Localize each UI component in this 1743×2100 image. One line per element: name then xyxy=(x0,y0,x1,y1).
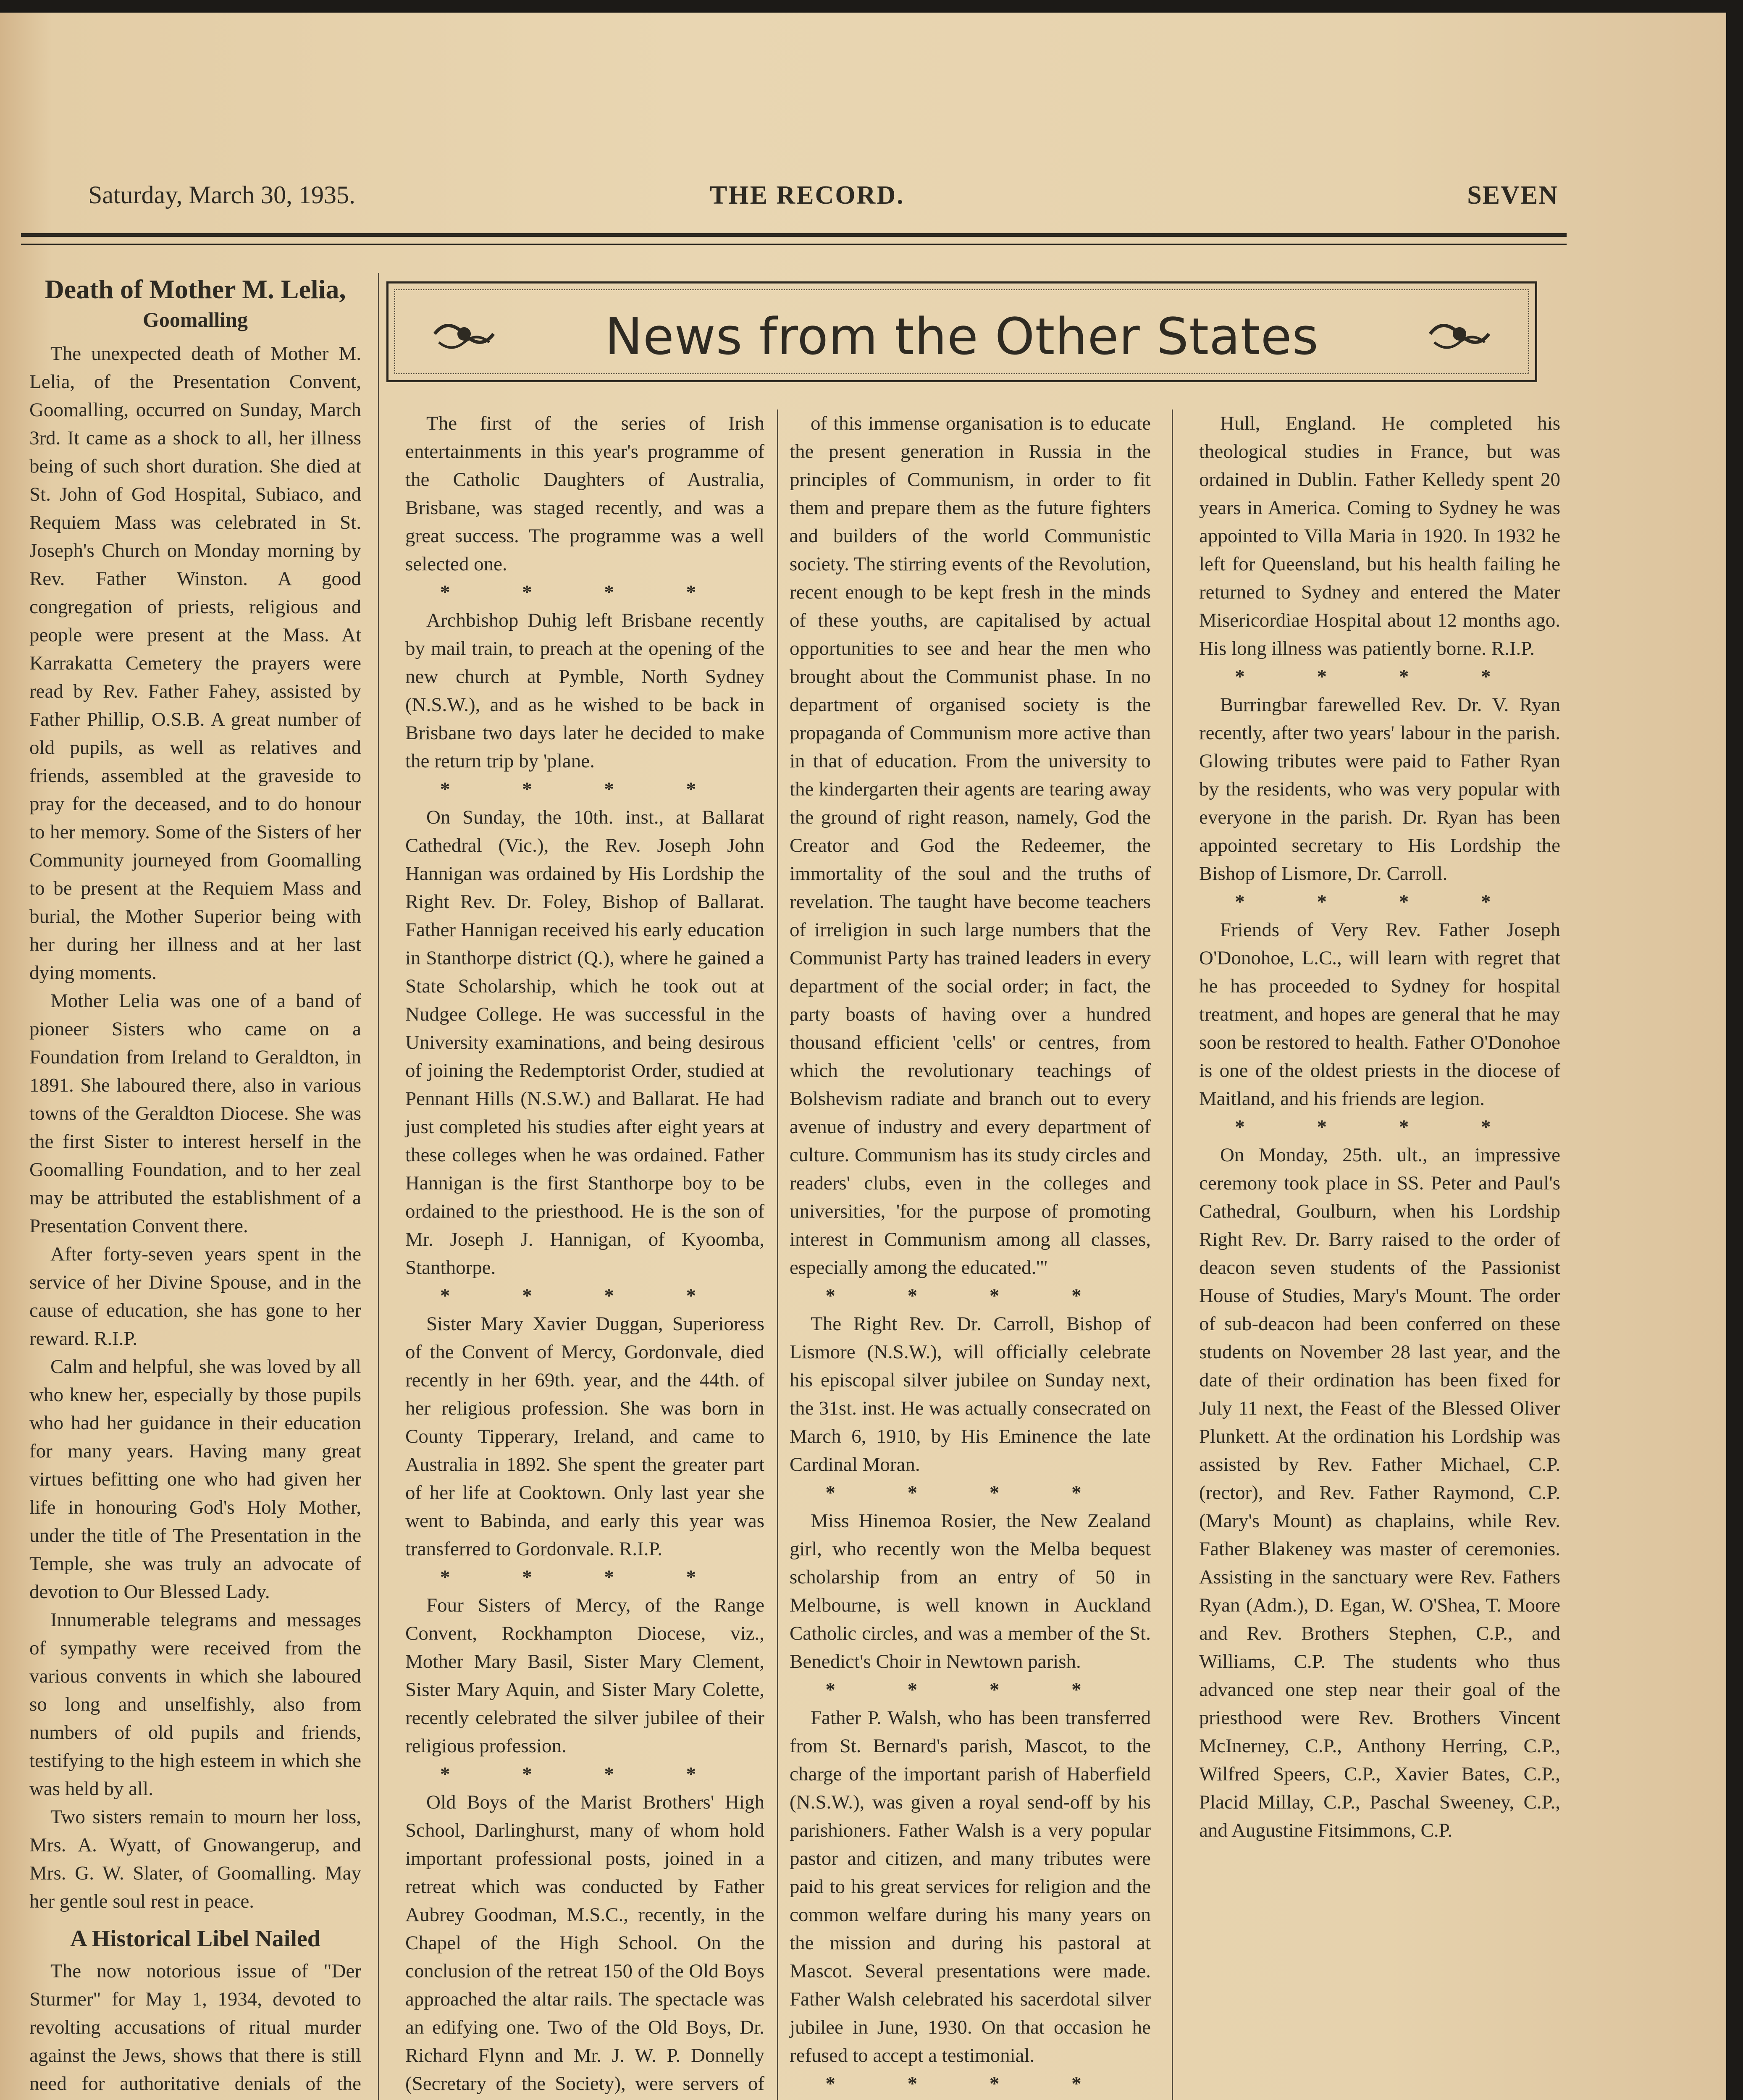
section-separator: * * * * xyxy=(440,581,730,603)
news-paragraph: Archbishop Duhig left Brisbane recently by mail train, to preach at the opening of the new church at Pymble, North Sydney (N.S.W.), and as he wished to be back in Brisbane two days later he decided to make the return trip by 'plane. xyxy=(405,609,764,772)
page-header xyxy=(88,181,1558,218)
news-paragraph: Old Boys of the Marist Brothers' High School, Darlinghurst, many of whom hold important professional posts, joined in a retreat which was conducted by Father Aubrey Goodman, M.S.C., recently, in the Chapel of the High School. On the conclusion of the retreat 150 of the Old Boys approached the altar rails. The spectacle was an edifying one. Two of the Old Boys, Dr. Richard Flynn and Mr. J. W. P. Donnelly (Secretary of the Society), were servers of xyxy=(405,1791,764,2095)
death-notice-subtitle: Goomalling xyxy=(142,308,248,331)
column-news-1 xyxy=(405,410,764,2100)
section-banner xyxy=(386,281,1537,382)
section-separator: * * * * xyxy=(825,1679,1115,1701)
newspaper-title: THE RECORD. xyxy=(710,181,905,210)
header-rule-thin xyxy=(21,244,1567,245)
column-divider xyxy=(777,410,778,2100)
section-separator: * * * * xyxy=(825,2073,1115,2095)
article-paragraph: Innumerable telegrams and messages of sympathy were received from the various convents in which she laboured so long and unselfishly, also from numbers of old pupils and friends, testifying to the high esteem in which she was held by all. xyxy=(29,1609,361,1800)
page-number: SEVEN xyxy=(1467,181,1558,210)
news-paragraph: Four Sisters of Mercy, of the Range Convent, Rockhampton Diocese, viz., Mother Mary Basil, Sister Mary Clement, Sister Mary Aquin, and Sister Mary Colette, recently celebrated the silver jubilee of their religious profession. xyxy=(405,1594,764,1757)
ornament-icon xyxy=(1426,313,1493,355)
news-paragraph: Miss Hinemoa Rosier, the New Zealand girl, who recently won the Melba bequest scholarship from an entry of 50 in Melbourne, is well known in Auckland Catholic circles, and was a member of the St. Benedict's Choir in Newtown parish. xyxy=(790,1510,1151,1672)
section-separator: * * * * xyxy=(440,1285,730,1307)
news-paragraph: The Right Rev. Dr. Carroll, Bishop of Lismore (N.S.W.), will officially celebrate his episcopal silver jubilee on Sunday next, the 31st. inst. He was actually consecrated on March 6, 1910, by His Eminence the late Cardinal Moran. xyxy=(790,1313,1151,1475)
news-paragraph: Hull, England. He completed his theological studies in France, but was ordained in Dublin. Father Kelledy spent 20 years in America. Coming to Sydney he was appointed to Villa Maria in 1920. In 1932 he left for Queensland, but his health failing he returned to Sydney and entered the Mater Misericordiae Hospital about 12 months ago. His long illness was patiently borne. R.I.P. xyxy=(1199,412,1560,659)
section-separator: * * * * xyxy=(825,1482,1115,1504)
section-separator: * * * * xyxy=(1235,891,1525,913)
article-paragraph: Two sisters remain to mourn her loss, Mrs. A. Wyatt, of Gnowangerup, and Mrs. G. W. Slater, of Goomalling. May her gentle soul rest in peace. xyxy=(29,1806,361,1912)
column-divider xyxy=(378,273,379,2100)
libel-article-title: A Historical Libel Nailed xyxy=(70,1926,320,1952)
section-separator: * * * * xyxy=(1235,666,1525,688)
news-paragraph: Father P. Walsh, who has been transferred from St. Bernard's parish, Mascot, to the charge of the important parish of Haberfield (N.S.W.), was given a royal send-off by his parishioners. Father Walsh is a very popular pastor and citizen, and many tributes were paid to his great services for religion and the common welfare during his many years on the mission and during his pastoral at Mascot. Several presentations were made. Father Walsh celebrated his sacerdotal silver jubilee in June, 1930. On that occasion he refused to accept a testimonial. xyxy=(790,1707,1151,2066)
newspaper-page xyxy=(0,13,1726,2100)
column-news-2 xyxy=(790,410,1151,2100)
news-paragraph xyxy=(790,2098,1151,2100)
section-separator: * * * * xyxy=(440,1566,730,1588)
article-paragraph: The now notorious issue of "Der Sturmer" for May 1, 1934, devoted to revolting accusations of ritual murder against the Jews, shows that there is still need for authoritative denials of the xyxy=(29,1960,361,2095)
news-paragraph: of this immense organisation is to educate the present generation in Russia in the principles of Communism, in order to fit them and prepare them as the future fighters and builders of the world Communistic society. The stirring events of the Revolution, recent enough to be kept fresh in the minds of these youths, are capitalised by actual opportunities to see and hear the men who brought about the Communist phase. In no department of organised society is the propaganda of Communism more active than in that of education. From the university to the kindergarten their agents are tearing away the ground of right reason, namely, God the Creator and God the Redeemer, the immortality of the soul and the truths of revelation. The taught have become teachers of irreligion in such large numbers that the Communist Party has trained leaders in every department of the social order; in fact, the party boasts of having over a hundred thousand efficient 'cells' or centres, from which the revolutionary teachings of Bolshevism radiate and branch out to every avenue of industry and every department of culture. Communism has its study circles and readers' clubs, even in the colleges and universities, 'for the purpose of promoting interest in Communism among all classes, especially among the educated.'" xyxy=(790,412,1151,1278)
article-paragraph: After forty-seven years spent in the service of her Divine Spouse, and in the cause of education, she has gone to her reward. R.I.P. xyxy=(29,1243,361,1349)
banner-title: News from the Other States xyxy=(605,308,1319,366)
news-paragraph: Burringbar farewelled Rev. Dr. V. Ryan recently, after two years' labour in the parish. Glowing tributes were paid to Father Ryan by the residents, who was very popular with everyone in the parish. Dr. Ryan has been appointed secretary to His Lordship the Bishop of Lismore, Dr. Carroll. xyxy=(1199,694,1560,885)
news-paragraph: On Monday, 25th. ult., an impressive ceremony took place in SS. Peter and Paul's Cathedral, Goulburn, when his Lordship Right Rev. Dr. Barry raised to the order of deacon seven students of the Passionist House of Studies, Mary's Mount. The order of sub-deacon had been conferred on these students on November 28 last year, and the date of their ordination has been fixed for July 11 next, the Feast of the Blessed Oliver Plunkett. At the ordination his Lordship was assisted by Rev. Father Michael, C.P. (rector), and Rev. Father Raymond, C.P. (Mary's Mount) as chaplains, while Rev. Father Blakeney was master of ceremonies. Assisting in the sanctuary were Rev. Fathers Ryan (Adm.), D. Egan, W. O'Shea, T. Moore and Rev. Brothers Stephen, C.P., and Williams, C.P. The students who thus advanced one step near their goal of the priesthood were Rev. Brothers Vincent McInerney, C.P., Anthony Herring, C.P., Wilfred Speers, C.P., Xavier Bates, C.P., Placid Millay, C.P., Paschal Sweeney, C.P., and Augustine Fitsimmons, C.P. xyxy=(1199,1144,1560,1841)
article-paragraph: Mother Lelia was one of a band of pioneer Sisters who came on a Foundation from Ireland to Geraldton, in 1891. She laboured there, also in various towns of the Geraldton Diocese. She was the first Sister to interest herself in the Goomalling Foundation, and to her zeal may be attributed the establishment of a Presentation Convent there. xyxy=(29,990,361,1237)
column-divider xyxy=(1172,410,1173,2100)
section-separator: * * * * xyxy=(825,1285,1115,1307)
death-notice-title: Death of Mother M. Lelia, xyxy=(45,274,346,304)
column-left xyxy=(29,273,361,2100)
section-separator: * * * * xyxy=(440,778,730,800)
news-paragraph: Friends of Very Rev. Father Joseph O'Donohoe, L.C., will learn with regret that he has proceeded to Sydney for hospital treatment, and hopes are general that he may soon be restored to health. Father O'Donohoe is one of the oldest priests in the diocese of Maitland, and his friends are legion. xyxy=(1199,919,1560,1110)
issue-date: Saturday, March 30, 1935. xyxy=(88,181,355,209)
news-paragraph: The first of the series of Irish entertainments in this year's programme of the Catholic Daughters of Australia, Brisbane, was staged recently, and was a great success. The programme was a well selected one. xyxy=(405,412,764,575)
header-rule-thick xyxy=(21,233,1567,237)
article-paragraph: Calm and helpful, she was loved by all who knew her, especially by those pupils who had her guidance in their education for many years. Having many great virtues befitting one who had given her life in honouring God's Holy Mother, under the title of The Presentation in the Temple, she was truly an advocate of devotion to Our Blessed Lady. xyxy=(29,1356,361,1603)
article-paragraph: The unexpected death of Mother M. Lelia, of the Presentation Convent, Goomalling, occurred on Sunday, March 3rd. It came as a shock to all, her illness being of such short duration. She died at St. John of God Hospital, Subiaco, and Requiem Mass was celebrated in St. Joseph's Church on Monday morning by Rev. Father Winston. A good congregation of priests, religious and people were present at the Mass. At Karrakatta Cemetery the prayers were read by Rev. Father Fahey, assisted by Father Phillip, O.S.B. A great number of old pupils, as well as relatives and friends, assembled at the graveside to pray for the deceased, and to do honour to her memory. Some of the Sisters of her Community journeyed from Goomalling to be present at the Requiem Mass and burial, the Mother Superior being with her during her illness and at her last dying moments. xyxy=(29,343,361,984)
news-paragraph: Sister Mary Xavier Duggan, Superioress of the Convent of Mercy, Gordonvale, died recently in her 69th. year, and the 44th. of her religious profession. She was born in County Tipperary, Ireland, and came to Australia in 1892. She spent the greater part of her life at Cooktown. Only last year she went to Babinda, and early this year was transferred to Gordonvale. R.I.P. xyxy=(405,1313,764,1560)
section-separator: * * * * xyxy=(1235,1116,1525,1138)
column-news-3 xyxy=(1199,410,1560,1841)
section-separator: * * * * xyxy=(440,1763,730,1785)
news-paragraph: On Sunday, the 10th. inst., at Ballarat Cathedral (Vic.), the Rev. Joseph John Hannigan was ordained by His Lordship the Right Rev. Dr. Foley, Bishop of Ballarat. Father Hannigan received his early education in Stanthorpe district (Q.), where he gained a State Scholarship, which he took out at Nudgee College. He was successful in the University examinations, and being desirous of joining the Redemptorist Order, studied at Pennant Hills (N.S.W.) and Ballarat. He had just completed his studies after eight years at these colleges when he was ordained. Father Hannigan is the first Stanthorpe boy to be ordained to the priesthood. He is the son of Mr. Joseph J. Hannigan, of Kyoomba, Stanthorpe. xyxy=(405,806,764,1278)
